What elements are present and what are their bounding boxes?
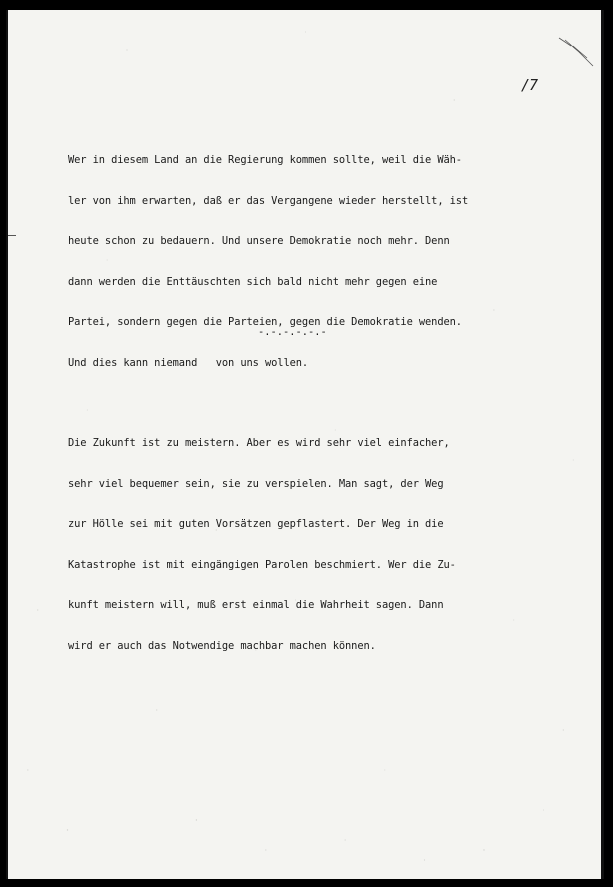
page-number: /7 xyxy=(521,76,538,94)
text-line: dann werden die Enttäuschten sich bald nicht mehr gegen eine xyxy=(68,275,438,288)
paragraph-1 xyxy=(68,127,568,397)
text-line: Wer in diesem Land an die Regierung kommen sollte, weil die Wäh- xyxy=(68,154,462,166)
text-line: Die Zukunft ist zu meistern. Aber es wird sehr viel einfacher, xyxy=(68,437,450,449)
text-line: zur Hölle sei mit guten Vorsätzen gepflastert. Der Weg in die xyxy=(68,518,444,530)
text-line: ler von ihm erwarten, daß er das Vergangene wieder herstellt, ist xyxy=(68,194,469,207)
corner-scratch-mark xyxy=(557,34,597,74)
paragraph-2 xyxy=(68,410,568,680)
margin-mark xyxy=(8,235,16,236)
body-text xyxy=(68,127,568,680)
text-line: sehr viel bequemer sein, sie zu verspielen. Man sagt, der Weg xyxy=(68,477,444,490)
text-line: Katastrophe ist mit eingängigen Parolen beschmiert. Wer die Zu- xyxy=(68,558,456,571)
text-line: heute schon zu bedauern. Und unsere Demokratie noch mehr. Denn xyxy=(68,235,450,247)
end-separator: -.-.-.-.-.- xyxy=(258,326,327,338)
document-page xyxy=(6,10,604,879)
text-line: wird er auch das Notwendige machbar machen können. xyxy=(68,639,376,652)
text-line: kunft meistern will, muß erst einmal die Wahrheit sagen. Dann xyxy=(68,599,444,611)
text-line: Partei, sondern gegen die Parteien, gegen die Demokratie wenden. xyxy=(68,316,462,328)
text-line: Und dies kann niemand von uns wollen. xyxy=(68,356,309,369)
